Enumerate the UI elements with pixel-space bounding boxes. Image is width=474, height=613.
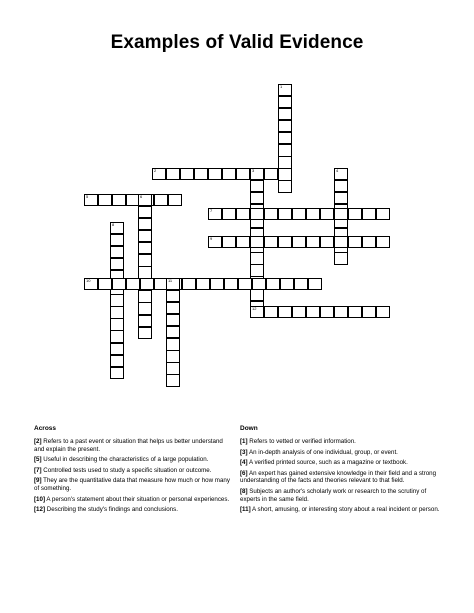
across-clue bbox=[34, 506, 230, 514]
grid-cell[interactable] bbox=[110, 234, 124, 246]
grid-cell[interactable] bbox=[278, 208, 292, 220]
grid-cell[interactable] bbox=[166, 338, 180, 350]
grid-cell[interactable] bbox=[98, 278, 112, 290]
clue-number: [10] bbox=[34, 495, 46, 503]
clue-text: Refers to a past event or situation that helps us better understand and explain the present. bbox=[34, 438, 223, 453]
grid-cell[interactable] bbox=[278, 84, 292, 96]
grid-cell[interactable] bbox=[280, 278, 294, 290]
grid-cell[interactable] bbox=[110, 355, 124, 367]
grid-cell[interactable] bbox=[194, 168, 208, 180]
grid-cell[interactable] bbox=[98, 194, 112, 206]
down-clue bbox=[240, 459, 445, 467]
cell-number: 7 bbox=[210, 208, 213, 213]
grid-cell[interactable] bbox=[278, 236, 292, 248]
cell-number: 12 bbox=[252, 306, 257, 311]
grid-cell[interactable] bbox=[264, 236, 278, 248]
grid-cell[interactable] bbox=[292, 236, 306, 248]
grid-cell[interactable] bbox=[278, 180, 292, 192]
grid-cell[interactable] bbox=[166, 290, 180, 302]
grid-cell[interactable] bbox=[278, 132, 292, 144]
grid-cell[interactable] bbox=[362, 236, 376, 248]
down-heading: Down bbox=[240, 425, 258, 432]
clue-number: [7] bbox=[34, 466, 42, 474]
grid-cell[interactable] bbox=[166, 314, 180, 326]
grid-cell[interactable] bbox=[236, 236, 250, 248]
grid-cell[interactable] bbox=[110, 318, 124, 330]
grid-cell[interactable] bbox=[138, 206, 152, 218]
clue-number: [11] bbox=[240, 506, 251, 514]
grid-cell[interactable] bbox=[168, 194, 182, 206]
clue-number: [4] bbox=[240, 459, 248, 467]
grid-cell[interactable] bbox=[182, 278, 196, 290]
grid-cell[interactable] bbox=[112, 278, 126, 290]
grid-cell[interactable] bbox=[252, 278, 266, 290]
cell-number: 4 bbox=[336, 168, 339, 173]
grid-cell[interactable] bbox=[250, 252, 264, 264]
grid-cell[interactable] bbox=[138, 254, 152, 266]
grid-cell[interactable] bbox=[250, 192, 264, 204]
down-clue bbox=[240, 488, 445, 503]
grid-cell[interactable] bbox=[250, 168, 264, 180]
grid-cell[interactable] bbox=[264, 208, 278, 220]
grid-cell[interactable] bbox=[236, 208, 250, 220]
clue-text: Describing the study's findings and conclusions. bbox=[45, 506, 178, 514]
grid-cell[interactable] bbox=[210, 278, 224, 290]
grid-cell[interactable] bbox=[166, 374, 180, 386]
cell-number: 3 bbox=[252, 168, 255, 173]
grid-cell[interactable] bbox=[224, 278, 238, 290]
down-clues bbox=[240, 425, 445, 517]
down-clue bbox=[240, 438, 445, 446]
grid-cell[interactable] bbox=[138, 290, 152, 302]
grid-cell[interactable] bbox=[320, 208, 334, 220]
grid-cell[interactable] bbox=[264, 306, 278, 318]
across-clue bbox=[34, 477, 230, 492]
grid-cell[interactable] bbox=[362, 306, 376, 318]
grid-cell[interactable] bbox=[266, 278, 280, 290]
grid-cell[interactable] bbox=[238, 278, 252, 290]
grid-cell[interactable] bbox=[166, 278, 180, 290]
grid-cell[interactable] bbox=[138, 327, 152, 339]
grid-cell[interactable] bbox=[334, 252, 348, 264]
grid-cell[interactable] bbox=[140, 278, 154, 290]
clue-number: [6] bbox=[240, 469, 248, 477]
across-clue bbox=[34, 496, 230, 504]
cell-number: 6 bbox=[140, 194, 143, 199]
clue-number: [1] bbox=[240, 438, 248, 445]
clue-text: A short, amusing, or interesting story about a real incident or person. bbox=[250, 506, 440, 514]
grid-cell[interactable] bbox=[126, 278, 140, 290]
down-clue bbox=[240, 470, 445, 485]
cell-number: 1 bbox=[280, 84, 283, 89]
down-clue bbox=[240, 449, 445, 457]
grid-cell[interactable] bbox=[292, 208, 306, 220]
grid-cell[interactable] bbox=[334, 192, 348, 204]
grid-cell[interactable] bbox=[84, 194, 98, 206]
grid-cell[interactable] bbox=[362, 208, 376, 220]
grid-cell[interactable] bbox=[250, 264, 264, 276]
page-title: Examples of Valid Evidence bbox=[110, 32, 364, 53]
clue-text: Useful in describing the characteristics of a large population. bbox=[41, 456, 209, 464]
clue-number: [3] bbox=[240, 448, 248, 456]
grid-cell[interactable] bbox=[348, 236, 362, 248]
grid-cell[interactable] bbox=[112, 194, 126, 206]
grid-cell[interactable] bbox=[308, 278, 322, 290]
across-clue bbox=[34, 467, 230, 475]
cell-number: 2 bbox=[154, 168, 157, 173]
grid-cell[interactable] bbox=[110, 222, 124, 234]
grid-cell[interactable] bbox=[250, 236, 264, 248]
grid-cell[interactable] bbox=[166, 350, 180, 362]
grid-cell[interactable] bbox=[376, 208, 390, 220]
grid-cell[interactable] bbox=[292, 306, 306, 318]
grid-cell[interactable] bbox=[236, 168, 250, 180]
grid-cell[interactable] bbox=[166, 326, 180, 338]
grid-cell[interactable] bbox=[180, 168, 194, 180]
grid-cell[interactable] bbox=[306, 236, 320, 248]
grid-cell[interactable] bbox=[208, 208, 222, 220]
grid-cell[interactable] bbox=[208, 168, 222, 180]
grid-cell[interactable] bbox=[208, 236, 222, 248]
grid-cell[interactable] bbox=[166, 168, 180, 180]
grid-cell[interactable] bbox=[250, 208, 264, 220]
across-clues bbox=[34, 425, 230, 517]
grid-cell[interactable] bbox=[278, 306, 292, 318]
grid-cell[interactable] bbox=[166, 302, 180, 314]
clue-text: A verified printed source, such as a magazine or textbook. bbox=[247, 459, 408, 467]
grid-cell[interactable] bbox=[152, 168, 166, 180]
grid-cell[interactable] bbox=[320, 306, 334, 318]
clue-text: An in-depth analysis of one individual, group, or event. bbox=[247, 448, 398, 456]
grid-cell[interactable] bbox=[196, 278, 210, 290]
grid-cell[interactable] bbox=[138, 194, 152, 206]
clue-text: An expert has gained extensive knowledge in their field and a strong understanding of the facts and theories relevant to that field. bbox=[240, 469, 437, 485]
grid-cell[interactable] bbox=[334, 236, 348, 248]
grid-cell[interactable] bbox=[138, 315, 152, 327]
grid-cell[interactable] bbox=[138, 242, 152, 254]
grid-cell[interactable] bbox=[278, 96, 292, 108]
grid-cell[interactable] bbox=[84, 278, 98, 290]
grid-cell[interactable] bbox=[110, 343, 124, 355]
grid-cell[interactable] bbox=[278, 156, 292, 168]
grid-cell[interactable] bbox=[320, 236, 334, 248]
clue-number: [2] bbox=[34, 438, 42, 445]
grid-cell[interactable] bbox=[222, 236, 236, 248]
clue-text: Subjects an author's scholarly work or research to the scrutiny of experts in the same field. bbox=[240, 487, 427, 503]
grid-cell[interactable] bbox=[278, 144, 292, 156]
clue-number: [8] bbox=[240, 487, 248, 495]
grid-cell[interactable] bbox=[264, 168, 278, 180]
grid-cell[interactable] bbox=[334, 180, 348, 192]
cell-number: 9 bbox=[210, 236, 213, 241]
grid-cell[interactable] bbox=[278, 108, 292, 120]
clue-text: Controlled tests used to study a specific situation or outcome. bbox=[41, 466, 212, 474]
grid-cell[interactable] bbox=[294, 278, 308, 290]
grid-cell[interactable] bbox=[334, 208, 348, 220]
grid-cell[interactable] bbox=[110, 246, 124, 258]
grid-cell[interactable] bbox=[334, 306, 348, 318]
grid-cell[interactable] bbox=[250, 289, 264, 301]
grid-cell[interactable] bbox=[110, 306, 124, 318]
clue-number: [5] bbox=[34, 456, 42, 464]
grid-cell[interactable] bbox=[110, 367, 124, 379]
cell-number: 10 bbox=[86, 278, 91, 283]
across-heading: Across bbox=[34, 425, 57, 432]
grid-cell[interactable] bbox=[166, 362, 180, 374]
grid-cell[interactable] bbox=[110, 258, 124, 270]
cell-number: 8 bbox=[112, 222, 115, 227]
grid-cell[interactable] bbox=[306, 306, 320, 318]
grid-cell[interactable] bbox=[154, 194, 168, 206]
grid-cell[interactable] bbox=[110, 294, 124, 306]
cell-number: 11 bbox=[168, 278, 173, 283]
grid-cell[interactable] bbox=[138, 218, 152, 230]
clue-text: Refers to vetted or verified information. bbox=[247, 438, 356, 445]
grid-cell[interactable] bbox=[278, 168, 292, 180]
cell-number: 5 bbox=[86, 194, 89, 199]
grid-cell[interactable] bbox=[250, 306, 264, 318]
grid-cell[interactable] bbox=[348, 208, 362, 220]
across-clue bbox=[34, 456, 230, 464]
clue-number: [9] bbox=[34, 477, 42, 485]
grid-cell[interactable] bbox=[138, 230, 152, 242]
grid-cell[interactable] bbox=[110, 330, 124, 342]
grid-cell[interactable] bbox=[278, 120, 292, 132]
grid-cell[interactable] bbox=[250, 180, 264, 192]
grid-cell[interactable] bbox=[348, 306, 362, 318]
grid-cell[interactable] bbox=[138, 302, 152, 314]
across-clue bbox=[34, 438, 230, 453]
grid-cell[interactable] bbox=[222, 168, 236, 180]
clue-text: A person's statement about their situation or personal experiences. bbox=[45, 495, 230, 503]
grid-cell[interactable] bbox=[138, 266, 152, 278]
clue-number: [12] bbox=[34, 506, 46, 514]
grid-cell[interactable] bbox=[376, 236, 390, 248]
grid-cell[interactable] bbox=[306, 208, 320, 220]
down-clue bbox=[240, 506, 445, 514]
clue-text: They are the quantitative data that measure how much or how many of something. bbox=[34, 477, 230, 492]
grid-cell[interactable] bbox=[376, 306, 390, 318]
grid-cell[interactable] bbox=[334, 168, 348, 180]
grid-cell[interactable] bbox=[222, 208, 236, 220]
